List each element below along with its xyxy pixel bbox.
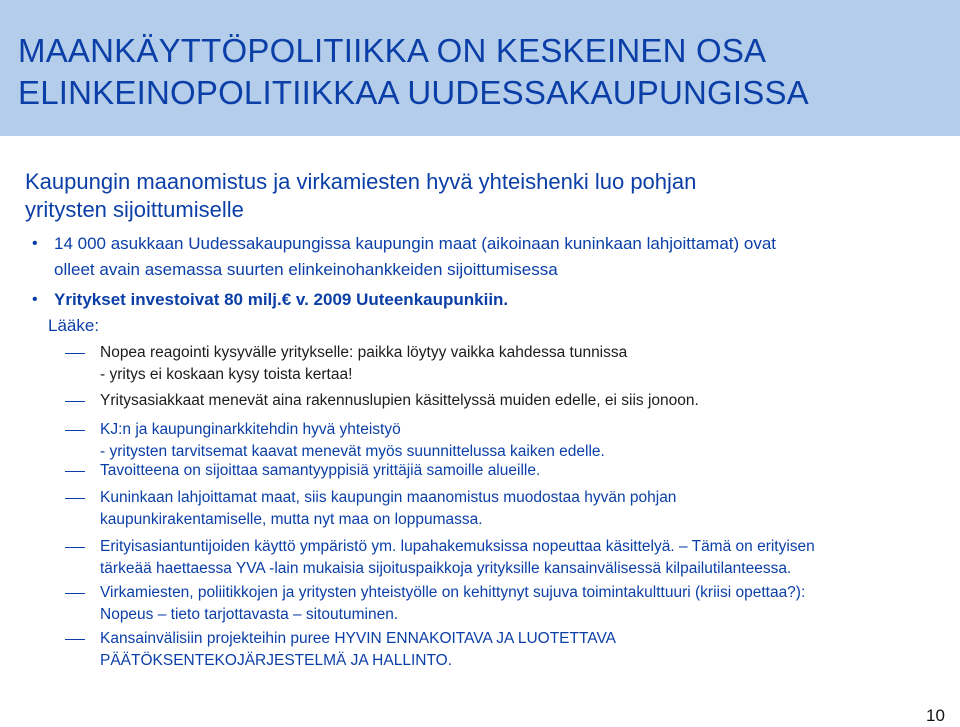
item-1-line-1: Nopea reagointi kysyvälle yritykselle: paikka löytyy vaikka kahdessa tunnissa	[100, 344, 628, 361]
bullet-dot: •	[32, 235, 38, 252]
slide-title	[18, 30, 809, 114]
page-number: 10	[926, 706, 945, 725]
dash-marker	[65, 401, 85, 402]
item-8-line-1: Kansainvälisiin projekteihin puree HYVIN ENNAKOITAVA JA LUOTETTAVA	[100, 630, 617, 647]
dash-marker	[65, 430, 85, 431]
title-line-1: MAANKÄYTTÖPOLITIIKKA ON KESKEINEN OSA	[18, 32, 767, 69]
dash-marker	[65, 593, 85, 594]
item-1-line-2: - yritys ei koskaan kysy toista kertaa!	[100, 366, 353, 383]
bullet-2-line-1: Yritykset investoivat 80 milj.€ v. 2009 Uuteenkaupunkiin.	[54, 290, 509, 309]
bullet-1-line-1: 14 000 asukkaan Uudessakaupungissa kaupungin maat (aikoinaan kuninkaan lahjoittamat) ovat	[54, 234, 777, 253]
subtitle-line-1: Kaupungin maanomistus ja virkamiesten hyvä yhteishenki luo pohjan	[25, 169, 697, 194]
item-8-line-2: PÄÄTÖKSENTEKOJÄRJESTELMÄ JA HALLINTO.	[100, 652, 453, 669]
dash-marker	[65, 547, 85, 548]
item-2-line-1: Yritysasiakkaat menevät aina rakennuslupien käsittelyssä muiden edelle, ei siis jonoon.	[100, 392, 699, 409]
dash-marker	[65, 498, 85, 499]
item-7-line-1: Virkamiesten, poliitikkojen ja yritysten yhteistyölle on kehittynyt sujuva toimintakulttuuri (kriisi opettaa?):	[100, 584, 806, 601]
dash-marker	[65, 353, 85, 354]
bullet-1-line-2: olleet avain asemassa suurten elinkeinohankkeiden sijoittumisessa	[54, 260, 558, 279]
item-5-line-2: kaupunkirakentamiselle, mutta nyt maa on loppumassa.	[100, 511, 483, 528]
item-3-line-1: KJ:n ja kaupunginarkkitehdin hyvä yhteistyö	[100, 421, 401, 438]
item-7-line-2: Nopeus – tieto tarjottavasta – sitoutuminen.	[100, 606, 399, 623]
dash-marker	[65, 639, 85, 640]
bullet-2-line-2: Lääke:	[48, 316, 100, 335]
item-5-line-1: Kuninkaan lahjoittamat maat, siis kaupungin maanomistus muodostaa hyvän pohjan	[100, 489, 677, 506]
title-line-2: ELINKEINOPOLITIIKKAA UUDESSAKAUPUNGISSA	[18, 74, 809, 111]
item-4-line-1: Tavoitteena on sijoittaa samantyyppisiä yrittäjiä samoille alueille.	[100, 462, 541, 479]
item-6-line-1: Erityisasiantuntijoiden käyttö ympäristö ym. lupahakemuksissa nopeuttaa käsittelyä. – Tämä on erityisen	[100, 538, 815, 555]
item-6-line-2: tärkeää haettaessa YVA -lain mukaisia sijoituspaikkoja yrityksille kansainvälisessä kilpailutilanteessa.	[100, 560, 792, 577]
dash-marker	[65, 471, 85, 472]
subtitle-line-2: yritysten sijoittumiselle	[25, 197, 244, 222]
title-banner	[0, 0, 960, 136]
bullet-dot: •	[32, 291, 38, 308]
slide-subtitle	[25, 168, 925, 224]
item-3-line-2: - yritysten tarvitsemat kaavat menevät myös suunnittelussa kaiken edelle.	[100, 443, 605, 460]
